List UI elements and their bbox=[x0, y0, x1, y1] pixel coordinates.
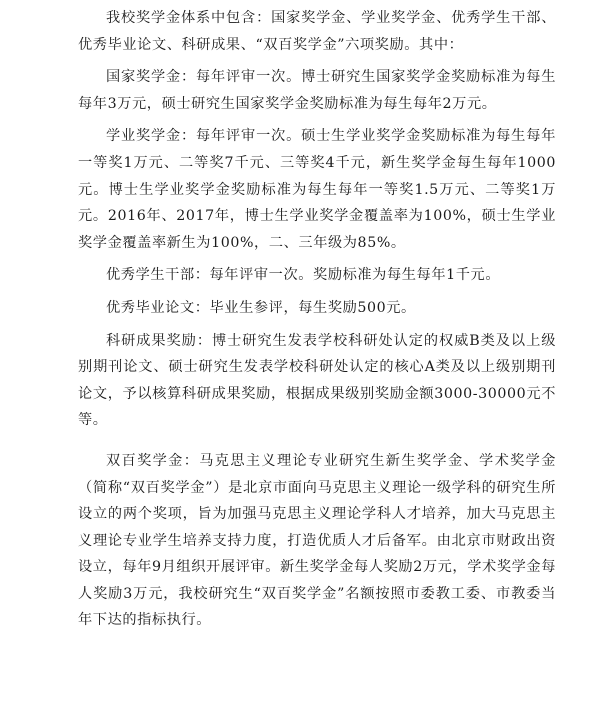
paragraph-outstanding-cadre: 优秀学生干部：每年评审一次。奖励标准为每生每年1千元。 bbox=[106, 267, 501, 284]
paragraph-double-hundred: 双百奖学金：马克思主义理论专业研究生新生奖学金、学术奖学金（简称“双百奖学金”）是北京市面向马克思主义理论一级学科的研究生所设立的两个奖项，旨为加强马克思主义理论学科人才培养，加大马克思主义理论专业学生培养支持力度，打造优质人才后备军。由北京市财政出资设立，每年9月组织开展评审。新生奖学金每人奖励2万元，学术奖学金每人奖励3万元，我校研究生“双百奖学金”名额按照市委教工委、市教委当年下达的指标执行。 bbox=[78, 452, 556, 629]
paragraph-intro: 我校奖学金体系中包含：国家奖学金、学业奖学金、优秀学生干部、优秀毕业论文、科研成果、“双百奖学金”六项奖励。其中： bbox=[78, 10, 556, 53]
paragraph-academic-scholarship: 学业奖学金：每年评审一次。硕士生学业奖学金奖励标准为每生每年一等奖1万元、二等奖7千元、三等奖4千元，新生奖学金每生每年1000元。博士生学业奖学金奖励标准为每生每年一等奖1.5万元、二等奖1万元。2016年、2017年，博士生学业奖学金覆盖率为100%，硕士生学业奖学金覆盖率新生为100%，二、三年级为85%。 bbox=[78, 128, 556, 251]
paragraph-outstanding-thesis: 优秀毕业论文：毕业生参评，每生奖励500元。 bbox=[106, 299, 416, 316]
paragraph-national-scholarship: 国家奖学金：每年评审一次。博士研究生国家奖学金奖励标准为每生每年3万元，硕士研究生国家奖学金奖励标准为每生每年2万元。 bbox=[78, 69, 556, 112]
paragraph-research-award: 科研成果奖励：博士研究生发表学校科研处认定的权威B类及以上级别期刊论文、硕士研究生发表学校科研处认定的核心A类及以上级别期刊论文，予以核算科研成果奖励，根据成果级别奖励金额3000-30000元不等。 bbox=[78, 332, 556, 429]
